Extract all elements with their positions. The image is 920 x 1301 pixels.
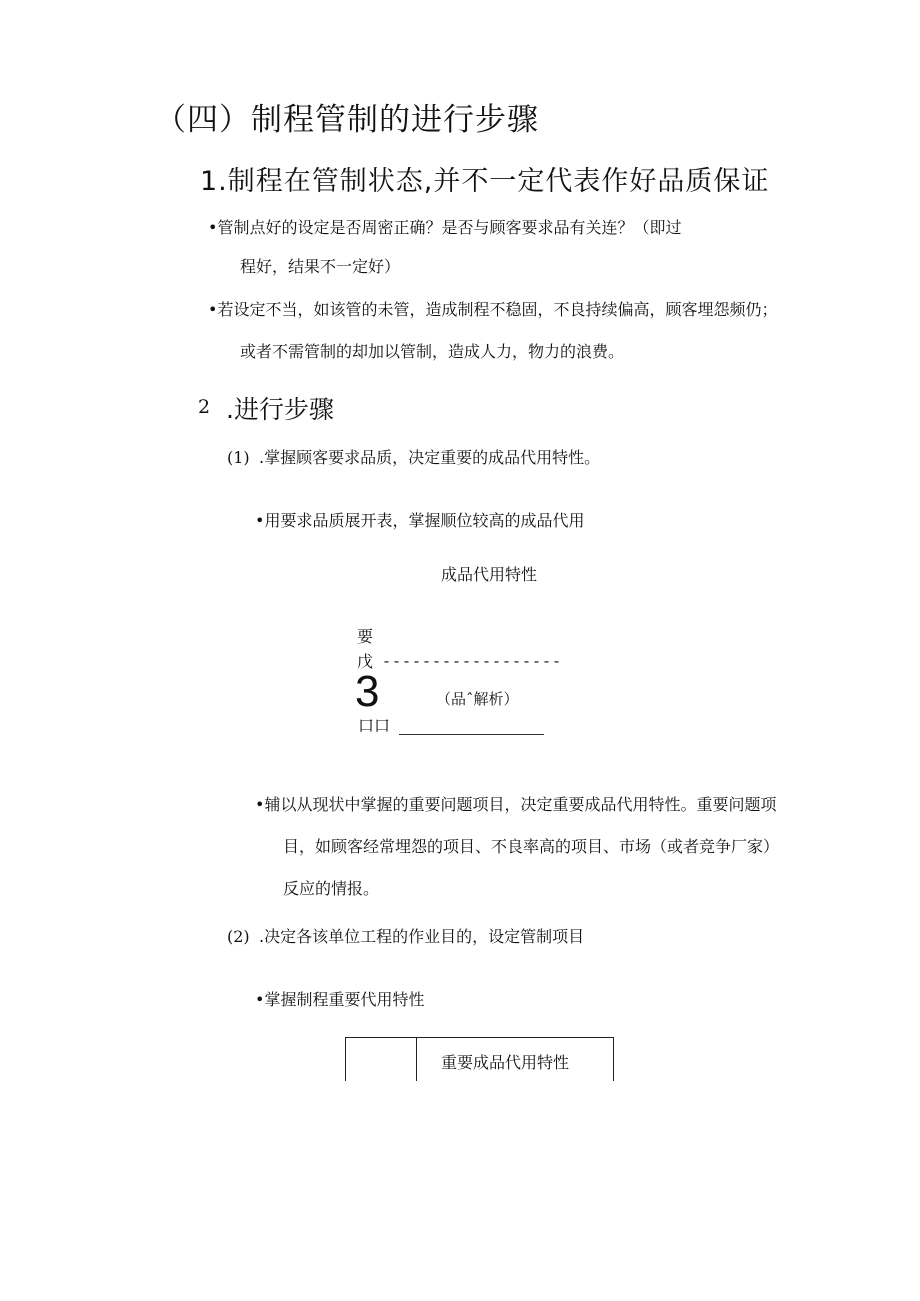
step-1-bullet-2-line-1: •辅以从现状中掌握的重要问题项目，决定重要成品代用特性。重要问题项 [255, 795, 777, 814]
diagram-top-label: 成品代用特性 [441, 565, 538, 584]
table-divider [416, 1038, 417, 1081]
diagram-underline [399, 734, 544, 735]
subsection-2-title: .进行步骤 [226, 395, 334, 424]
bullet-2-line-1: •若设定不当，如该管的未管，造成制程不稳固，不良持续偏高，顾客埋怨频仍； [208, 300, 778, 319]
section-title: （四）制程管制的进行步骤 [155, 102, 539, 138]
step-1-text: .掌握顾客要求品质，决定重要的成品代用特性。 [259, 448, 601, 467]
bullet-1-line-1: •管制点好的设定是否周密正确？是否与顾客要求品有关连？（即过 [208, 218, 682, 237]
table-header-cell: 重要成品代用特性 [441, 1053, 570, 1072]
step-1-bullet: •用要求品质展开表，掌握顺位较高的成品代用 [255, 511, 585, 530]
step-2-text: .决定各该单位工程的作业目的，设定管制项目 [259, 927, 585, 946]
characteristics-table [345, 1037, 614, 1081]
diagram-side-char-2: 戊 [357, 652, 374, 671]
diagram-dash-line: ------------------ [382, 654, 563, 671]
subsection-2-number: 2 [198, 396, 211, 418]
bullet-1-line-2: 程好，结果不一定好） [240, 257, 401, 276]
step-1-number: (1) [227, 448, 250, 467]
diagram-paren-label: （品ˆ解析） [436, 690, 519, 708]
step-2-number: (2) [227, 927, 250, 946]
bullet-2-line-2: 或者不需管制的却加以管制，造成人力，物力的浪费。 [240, 342, 625, 361]
step-1-bullet-2-line-3: 反应的情报。 [283, 879, 380, 898]
subsection-1-title: 1.制程在管制状态,并不一定代表作好品质保证 [200, 166, 770, 197]
step-1-bullet-2-line-2: 目，如顾客经常埋怨的项目、不良率高的项目、市场（或者竞争厂家） [283, 837, 780, 856]
diagram-side-char-1: 要 [357, 627, 374, 646]
diagram-big-digit: 3 [355, 667, 380, 716]
step-2-bullet: •掌握制程重要代用特性 [255, 990, 425, 1009]
diagram-bottom-chars: 口口 [358, 716, 391, 735]
